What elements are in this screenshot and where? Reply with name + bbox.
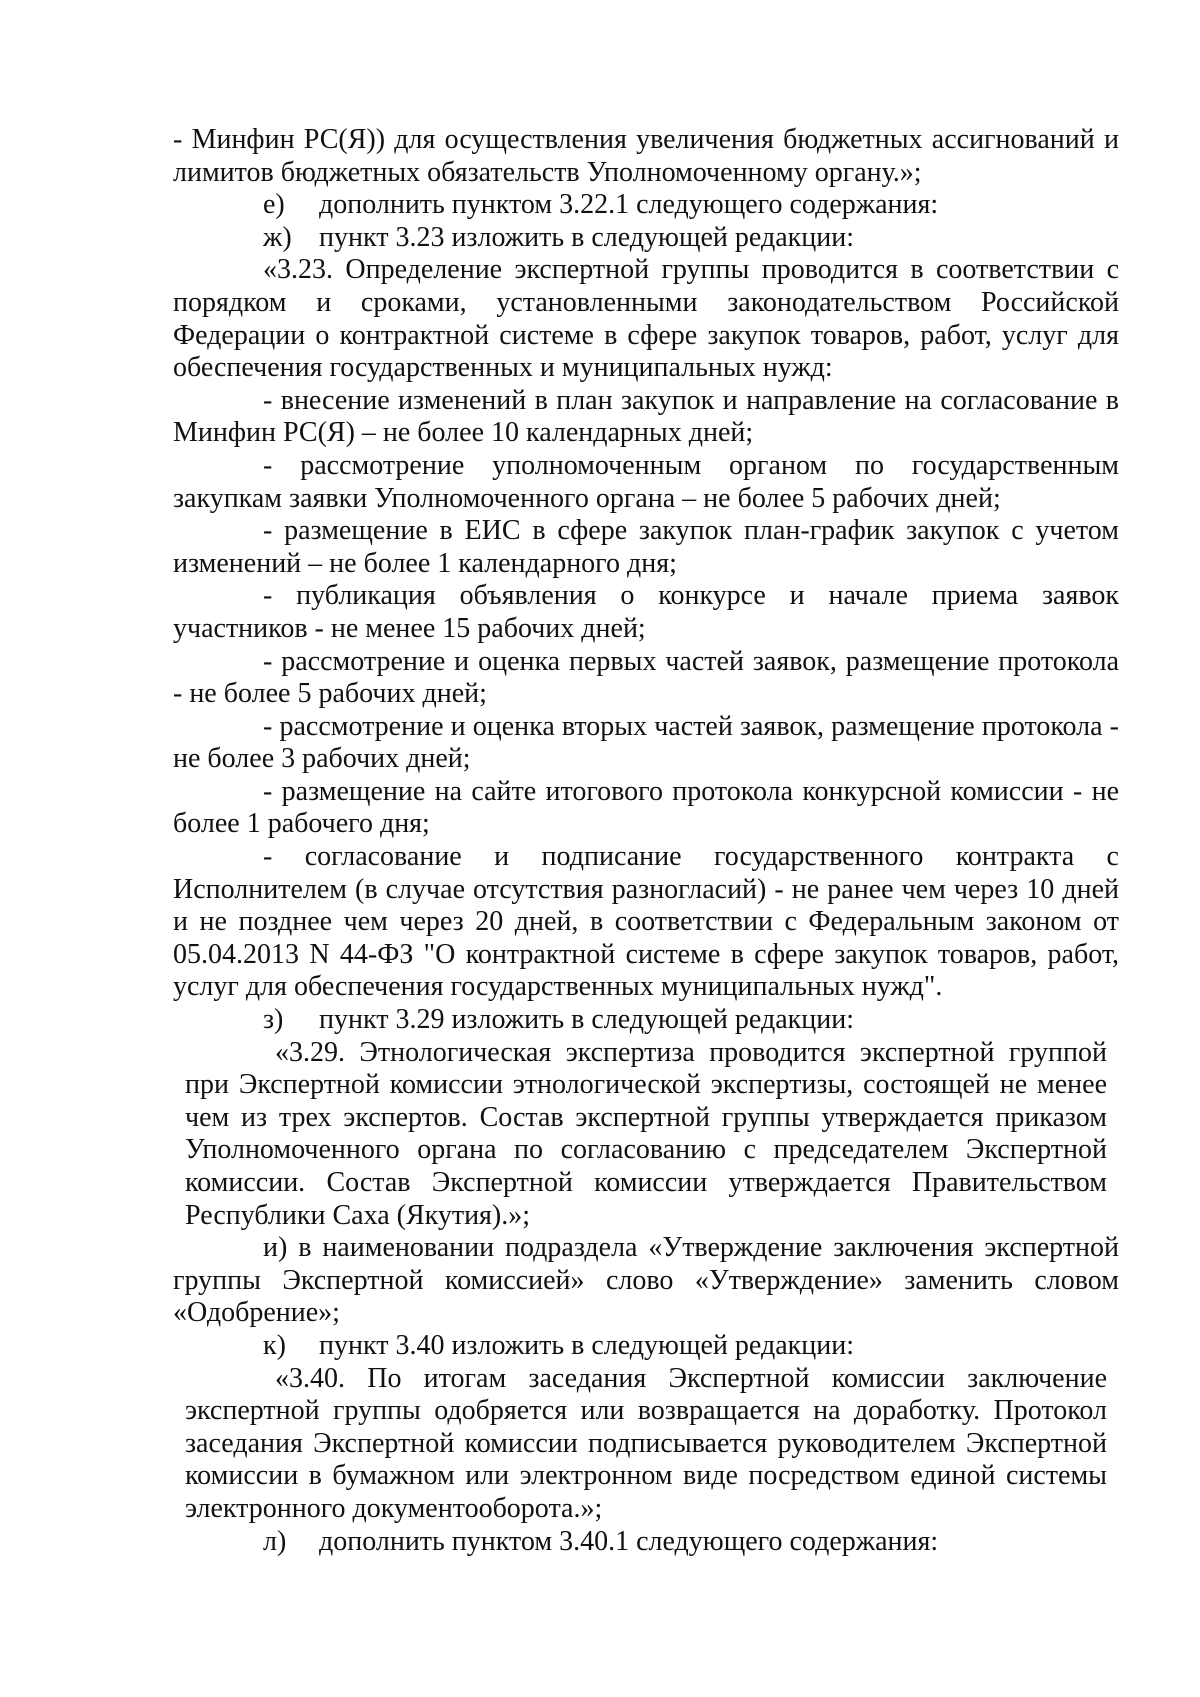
list-item-label: ж) [263,221,292,253]
paragraph: - внесение изменений в план закупок и направление на согласование в Минфин РС(Я) – не более 10 календарных дней; [173,384,1119,449]
list-item-label: з) [263,1004,284,1036]
list-item-label: е) [263,189,285,221]
list-item [173,1526,1119,1559]
paragraph: - публикация объявления о конкурсе и начале приема заявок участников - не менее 15 рабочих дней; [173,580,1119,644]
document-body [173,124,1119,1558]
paragraph: «3.23. Определение экспертной группы проводится в соответствии с порядком и сроками, установленными законодательством Российской Федерации о контрактной системе в сфере закупок товаров, работ, услуг для обеспечения государственных и муниципальных нужд: [173,254,1119,384]
list-item-text: дополнить пунктом 3.40.1 следующего содержания: [319,1525,939,1557]
list-item-text: пункт 3.23 изложить в следующей редакции: [319,221,854,253]
list-item [173,1330,1119,1363]
list-item-text: пункт 3.29 изложить в следующей редакции: [319,1004,854,1036]
paragraph: - согласование и подписание государственного контракта с Исполнителем (в случае отсутствия разногласий) - не ранее чем через 10 дней и не позднее чем через 20 дней, в соответствии с Федеральным законом от 05.04.2013 N 44-ФЗ "О контрактной системе в сфере закупок товаров, работ, услуг для обеспечения государственных муниципальных нужд". [173,841,1119,1003]
quoted-paragraph: «3.40. По итогам заседания Экспертной комиссии заключение экспертной группы одобряется или возвращается на доработку. Протокол заседания Экспертной комиссии подписывается руководителем Экспертной комиссии в бумажном или электронном виде посредством единой системы электронного документооборота.»; [185,1362,1107,1524]
paragraph: - рассмотрение уполномоченным органом по государственным закупкам заявки Уполномоченного органа – не более 5 рабочих дней; [173,449,1119,514]
list-item-label: к) [263,1329,286,1361]
paragraph: и) в наименовании подраздела «Утверждение заключения экспертной группы Экспертной комиссией» слово «Утверждение» заменить словом «Одобрение»; [173,1232,1119,1329]
list-item-label: л) [263,1525,287,1557]
paragraph: - размещение в ЕИС в сфере закупок план-график закупок с учетом изменений – не более 1 календарного дня; [173,515,1119,579]
paragraph: - Минфин РС(Я)) для осуществления увеличения бюджетных ассигнований и лимитов бюджетных обязательств Уполномоченному органу.»; [173,124,1119,188]
paragraph: - размещение на сайте итогового протокола конкурсной комиссии - не более 1 рабочего дня; [173,775,1119,840]
list-item-text: дополнить пунктом 3.22.1 следующего содержания: [319,189,939,221]
list-item [173,189,1119,222]
list-item [173,1004,1119,1037]
paragraph: - рассмотрение и оценка первых частей заявок, размещение протокола - не более 5 рабочих дней; [173,645,1119,710]
quoted-paragraph: «3.29. Этнологическая экспертиза проводится экспертной группой при Экспертной комиссии этнологической экспертизы, состоящей не менее чем из трех экспертов. Состав экспертной группы утверждается приказом Уполномоченного органа по согласованию с председателем Экспертной комиссии. Состав Экспертной комиссии утверждается Правительством Республики Саха (Якутия).»; [185,1036,1107,1231]
list-item-text: пункт 3.40 изложить в следующей редакции: [319,1329,854,1361]
list-item [173,222,1119,255]
paragraph: - рассмотрение и оценка вторых частей заявок, размещение протокола - не более 3 рабочих дней; [173,710,1119,775]
